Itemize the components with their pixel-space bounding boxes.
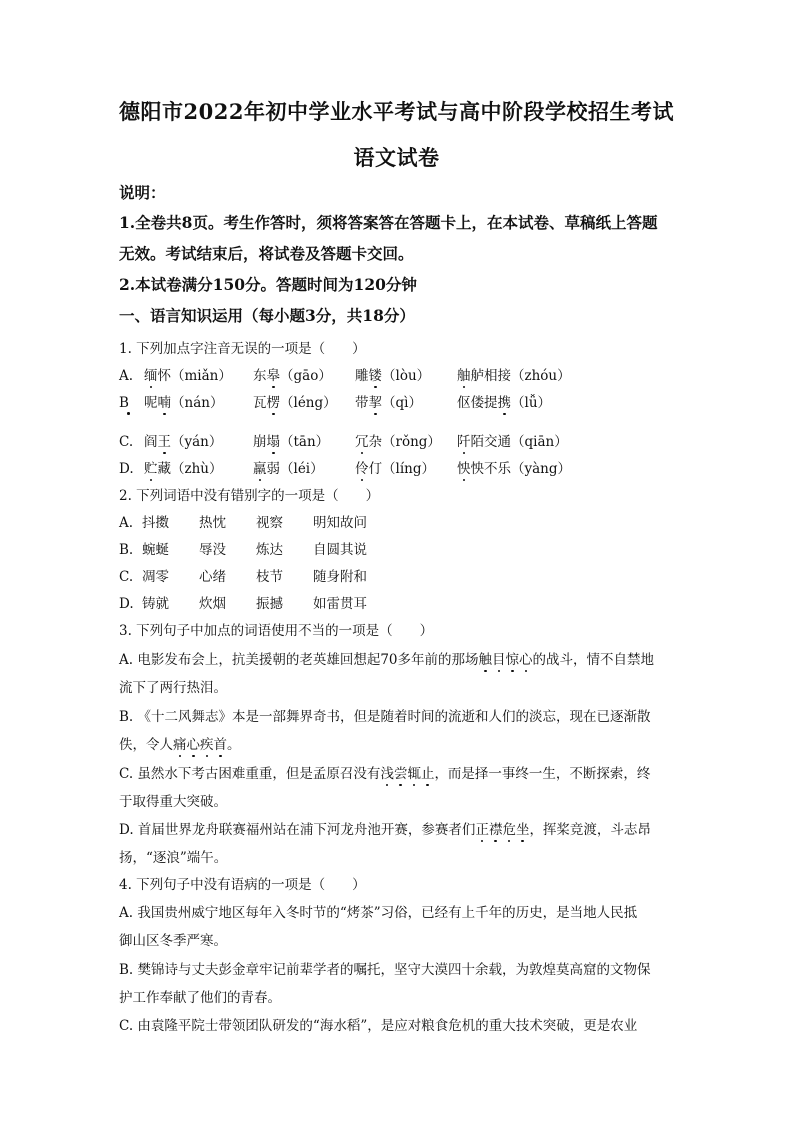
emphasized-phrase: 正襟危坐 bbox=[475, 822, 529, 838]
answer-choice: 阡陌交通（qiān） bbox=[457, 430, 568, 450]
word: 热忱 bbox=[199, 515, 226, 531]
answer-choice: 带挈（qì） bbox=[355, 391, 457, 411]
option-label: A. bbox=[119, 368, 134, 384]
answer-choice: 呢喃（nán） bbox=[144, 391, 253, 411]
q2-option-b bbox=[119, 538, 367, 558]
q1-option-b bbox=[119, 391, 551, 411]
answer-choice: 冗杂（rǒng） bbox=[355, 430, 457, 450]
q3-option-d-line-1: D. 首届世界龙舟联赛福州站在浦下河龙舟池开赛，参赛者们正襟危坐，挥桨竞渡，斗志昂 bbox=[119, 818, 651, 838]
option-label: D. bbox=[119, 461, 134, 477]
answer-choice: 瓦楞（léng） bbox=[253, 391, 355, 411]
answer-choice: 怏怏不乐（yàng） bbox=[457, 457, 571, 477]
word: 凋零 bbox=[142, 569, 169, 585]
q2-stem: 2. 下列词语中没有错别字的一项是（ ） bbox=[119, 488, 380, 504]
instructions-heading: 说明： bbox=[119, 183, 166, 202]
q3-option-c-line-2: 于取得重大突破。 bbox=[119, 794, 227, 810]
emphasized-phrase: 浅尝辄止 bbox=[380, 766, 434, 782]
option-label: D. bbox=[119, 596, 134, 612]
q4-option-c-line-1: C. 由袁隆平院士带领团队研发的“海水稻”，是应对粮食危机的重大技术突破，更是农业 bbox=[119, 1018, 638, 1034]
q1-option-c bbox=[119, 430, 568, 450]
word: 视察 bbox=[256, 515, 283, 531]
q3-option-b-line-1: B. 《十二风舞志》本是一部舞界奇书，但是随着时间的流逝和人们的淡忘，现在已逐渐散 bbox=[119, 709, 651, 725]
answer-choice: 舳舻相接（zhóu） bbox=[457, 364, 571, 384]
option-label: C. bbox=[119, 569, 134, 585]
answer-choice: 伛偻提携（lǚ） bbox=[457, 391, 551, 411]
answer-choice: 东皋（gāo） bbox=[253, 364, 355, 384]
answer-choice: 雕镂（lòu） bbox=[355, 364, 457, 384]
word: 振撼 bbox=[256, 596, 283, 612]
answer-choice: 贮藏（zhù） bbox=[144, 457, 253, 477]
word: 铸就 bbox=[142, 596, 169, 612]
word: 炼达 bbox=[256, 542, 283, 558]
word: 枝节 bbox=[256, 569, 283, 585]
word: 蜿蜒 bbox=[142, 542, 169, 558]
word: 炊烟 bbox=[199, 596, 226, 612]
q3-option-a-line-1: A. 电影发布会上，抗美援朝的老英雄回想起70多年前的那场触目惊心的战斗，情不自禁地 bbox=[119, 648, 654, 668]
answer-choice: 伶仃（líng） bbox=[355, 457, 457, 477]
answer-choice: 阎王（yán） bbox=[144, 430, 253, 450]
q2-option-a bbox=[119, 511, 367, 531]
exam-subtitle: 语文试卷 bbox=[353, 145, 440, 170]
q4-stem: 4. 下列句子中没有语病的一项是（ ） bbox=[119, 877, 366, 893]
exam-title: 德阳市2022年初中学业水平考试与高中阶段学校招生考试 bbox=[119, 99, 674, 124]
q4-option-a-line-1: A. 我国贵州威宁地区每年入冬时节的“烤茶”习俗，已经有上千年的历史，是当地人民抵 bbox=[119, 905, 638, 921]
word: 如雷贯耳 bbox=[313, 596, 367, 612]
instruction-1-line-1: 1.全卷共8页。考生作答时，须将答案答在答题卡上，在本试卷、草稿纸上答题 bbox=[119, 213, 658, 232]
word: 心绪 bbox=[199, 569, 226, 585]
q4-option-b-line-1: B. 樊锦诗与丈夫彭金章牢记前辈学者的嘱托，坚守大漠四十余载，为敦煌莫高窟的文物保 bbox=[119, 962, 651, 978]
q3-option-a-line-2: 流下了两行热泪。 bbox=[119, 680, 227, 696]
q3-option-b-line-2: 佚，令人痛心疾首。 bbox=[119, 733, 241, 753]
instruction-1-line-2: 无效。考试结束后，将试卷及答题卡交回。 bbox=[119, 244, 414, 263]
q1-stem: 1. 下列加点字注音无误的一项是（ ） bbox=[119, 341, 366, 357]
q3-option-d-line-2: 扬，“逐浪”端午。 bbox=[119, 850, 228, 866]
q3-option-c-line-1: C. 虽然水下考古困难重重，但是孟原召没有浅尝辄止，而是择一事终一生，不断探索，终 bbox=[119, 762, 650, 782]
answer-choice: 缅怀（miǎn） bbox=[144, 364, 253, 384]
q4-option-b-line-2: 护工作奉献了他们的青春。 bbox=[119, 990, 281, 1006]
q4-option-a-line-2: 御山区冬季严寒。 bbox=[119, 933, 227, 949]
q3-stem: 3. 下列句子中加点的词语使用不当的一项是（ ） bbox=[119, 623, 434, 639]
option-label: B bbox=[119, 395, 129, 411]
q2-option-d bbox=[119, 592, 367, 612]
section-1-heading: 一、语言知识运用（每小题3分，共18分） bbox=[119, 306, 415, 325]
q1-option-a bbox=[119, 364, 571, 384]
emphasized-phrase: 痛心疾首 bbox=[173, 737, 227, 753]
answer-choice: 崩塌（tān） bbox=[253, 430, 355, 450]
emphasized-phrase: 触目惊心 bbox=[479, 652, 533, 668]
option-label: B. bbox=[119, 542, 134, 558]
option-label: A. bbox=[119, 515, 134, 531]
word: 自圆其说 bbox=[313, 542, 367, 558]
stray-emphasis-dot bbox=[127, 412, 130, 415]
word: 随身附和 bbox=[313, 569, 367, 585]
q1-option-d bbox=[119, 457, 571, 477]
word: 辱没 bbox=[199, 542, 226, 558]
q2-option-c bbox=[119, 565, 367, 585]
option-label: C. bbox=[119, 434, 134, 450]
instruction-2: 2.本试卷满分150分。答题时间为120分钟 bbox=[119, 275, 417, 294]
word: 抖擞 bbox=[142, 515, 169, 531]
answer-choice: 羸弱（léi） bbox=[253, 457, 355, 477]
word: 明知故问 bbox=[313, 515, 367, 531]
